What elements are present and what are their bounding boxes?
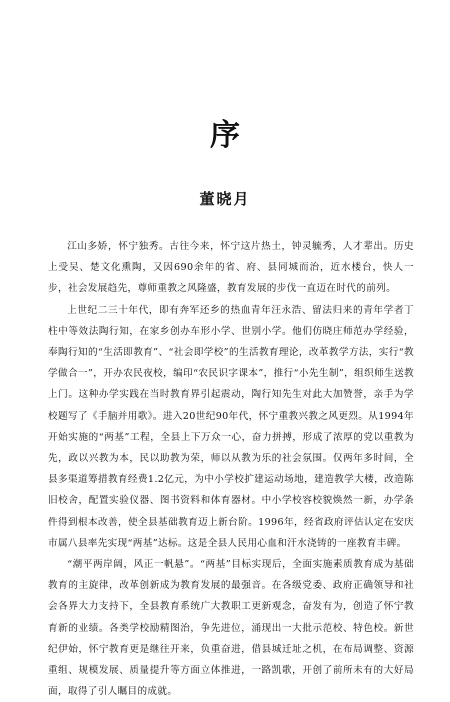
paragraph: 江山多娇，怀宁独秀。古往今来，怀宁这片热土，钟灵毓秀，人才辈出。历史上受吴、楚文化熏陶，又因690余年的省、府、县同城而治，近水楼台，快人一步，社会发展趋先，尊师重教之风隆盛，教育发展的步伐一直迈在时代的前列。: [48, 241, 414, 295]
author-name: 董晓月: [199, 190, 251, 208]
paragraph: 上世纪二三十年代，即有奔军还乡的热血青年汪永浩、留法归来的青年学者丁柱中等效法陶行知，在家乡创办车形小学、世别小学。他们仿晓庄师范办学经验，奉陶行知的“生活即教育”、“社会即学校”的生活教育理论，改革教学方法，实行“教学做合一”，开办农民夜校，编印“农民识字课本”，推行“小先生制”，组织师生送教上门。这种办学实践在当时教育界引起震动，陶行知先生对此大加赞誉，亲手为学校题写了《手脑并用歌》。进入20世纪90年代，怀宁重教兴教之风更烈。从1994年开始实施的“两基”工程，全县上下万众一心，奋力拼搏，形成了浓厚的党以重教为先，政以兴教为本，民以助教为荣，师以从教为乐的社会氛围。仅两年多时间，全县多渠道筹措教育经费1.2亿元，为中小学校扩建运动场地，建造教学大楼，改造陈旧校舍，配置实验仪器、图书资料和体育器材。中小学校容校貌焕然一新，办学条件得到根本改善，使全县基础教育迈上新台阶。1996年，经省政府评估认定在安庆市属八县率先实现“两基”达标。这是全县人民用心血和汗水浇铸的一座教育丰碑。: [48, 304, 414, 549]
page-title: 序: [210, 118, 240, 153]
body-text: [48, 236, 414, 702]
paragraph: “潮平两岸阔，风正一帆悬”。“两基”目标实现后，全面实施素质教育成为基础教育的主旋律，改革创新成为教育发展的最强音。在各级党委、政府正确领导和社会各界大力支持下，全县教育系统广大教职工更新观念，奋发有为，创造了怀宁教育新的业绩。各类学校励精图治，争先进位，涌现出一大批示范校、特色校。新世纪伊始，怀宁教育更是继往开来，负重奋进，借县城迁址之机，在布局调整、资源重组、规模发展、质量提升等方面立体推进，一路凯歌，开创了前所未有的大好局面，取得了引人瞩目的成就。: [48, 559, 414, 698]
